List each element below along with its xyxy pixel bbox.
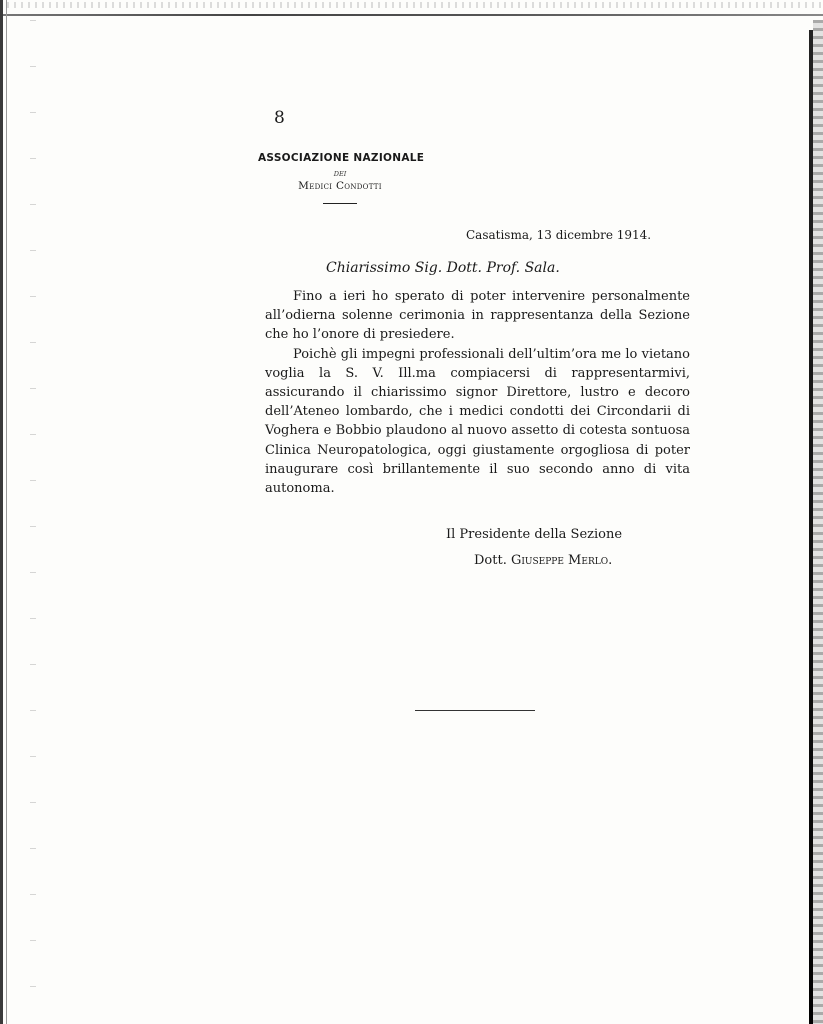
scan-edge-top [0,14,823,16]
letterhead-association: ASSOCIAZIONE NAZIONALE [258,152,425,164]
salutation: Chiarissimo Sig. Dott. Prof. Sala. [326,260,560,276]
date-line: Casatisma, 13 dicembre 1914. [466,228,652,242]
closing-divider [415,710,535,711]
scan-edge-left [0,0,3,1024]
letterhead-medici-condotti: Medici Condotti [298,180,382,192]
letter-paragraph-1: Fino a ieri ho sperato di poter intervenire personalmente all’odierna solenne cerimonia in rappresentanza della Sezione che ho l’onore di presiedere. [265,289,690,343]
letterhead-divider [323,203,357,204]
scan-noise [30,20,36,1000]
signature-title: Il Presidente della Sezione [446,527,623,542]
letterhead [258,152,425,204]
signature-prefix: Dott. [474,553,507,568]
page-number: 8 [274,108,285,128]
letterhead-preposition: DEI [333,170,347,178]
letter-paragraph-2: Poichè gli impegni professionali dell’ultim’ora me lo vietano voglia la S. V. Ill.ma compiacersi di rappresentarmivi, assicurando il chiarissimo signor Direttore, lustro e decoro dell’Ateneo lombardo, che i medici condotti dei Circondarii di Voghera e Bobbio plaudono al nuovo assetto di cotesta sontuosa Clinica Neuropatologica, oggi giustamente orgogliosa di poter inaugurare così brillantemente il suo secondo anno di vita autonoma. [265,346,690,497]
scan-edge-top-texture [0,2,823,8]
letter-body [265,287,690,498]
scan-edge-right [809,30,813,1024]
scan-edge-left-inner [6,0,7,1024]
scan-edge-right-shade [813,20,823,1024]
signature-name: Giuseppe Merlo. [510,553,613,568]
signature-name-line [474,553,612,568]
